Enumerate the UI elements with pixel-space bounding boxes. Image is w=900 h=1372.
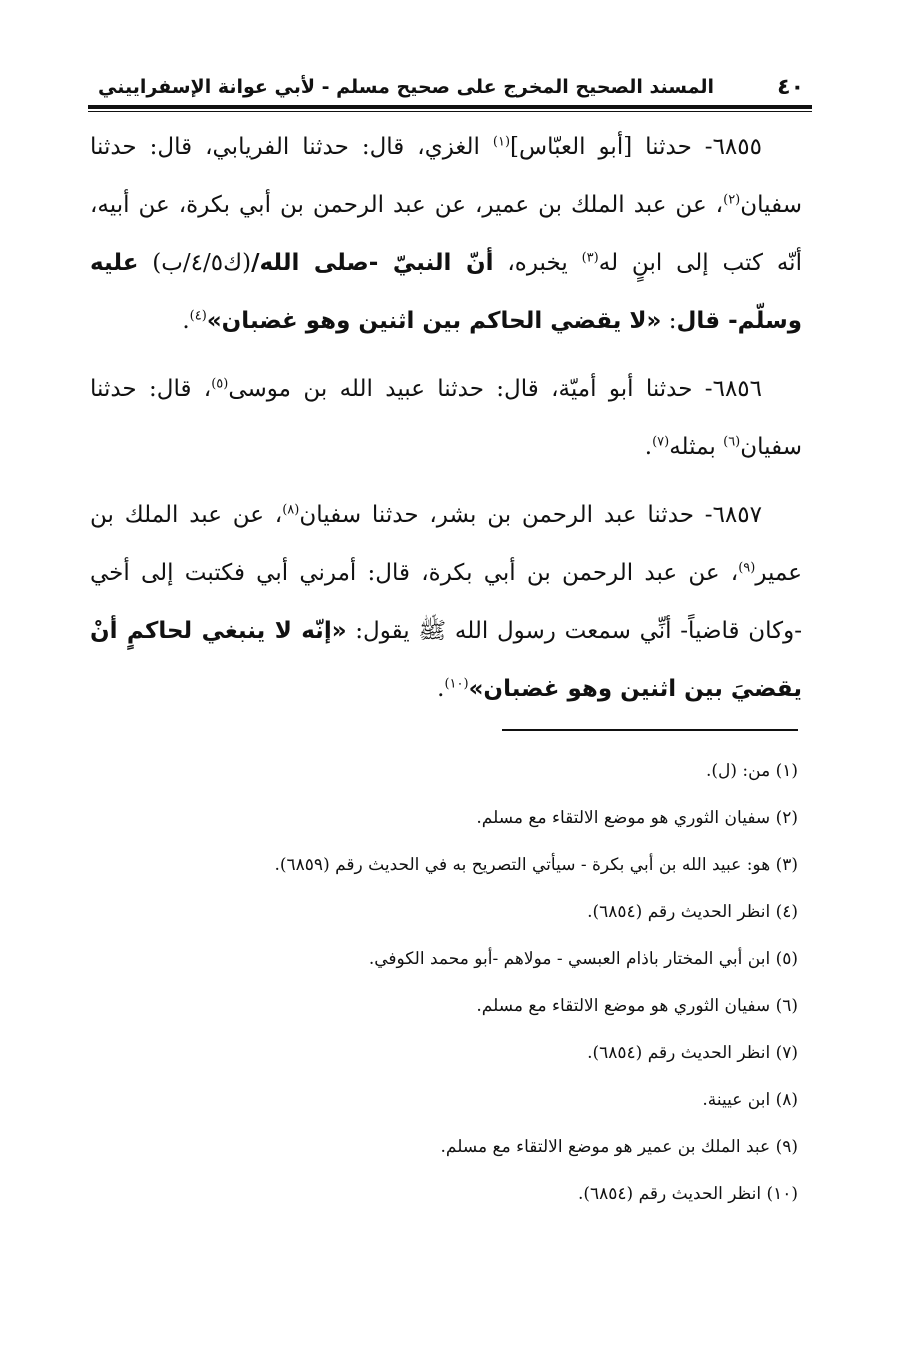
footnote-6: (٦) سفيان الثوري هو موضع الالتقاء مع مسلم. (476, 996, 798, 1016)
footnote-ref: (٥) (211, 376, 229, 392)
hadith-6856: ٦٨٥٦- حدثنا أبو أميّة، قال: حدثنا عبيد الله بن موسى$^{(٥)}$، قال: حدثنا سفيان$^{(٦)}$ بمثله$^{(٧)}$. (90, 376, 802, 460)
footnote-10: (١٠) انظر الحديث رقم (٦٨٥٤). (577, 1184, 798, 1204)
running-header (90, 72, 810, 102)
hadith-matn: «إنّه لا ينبغي لحاكمٍ أنْ يقضيَ بين اثنين وهو غضبان» (90, 618, 802, 702)
footnote-9: (٩) عبد الملك بن عمير هو موضع الالتقاء مع مسلم. (440, 1137, 798, 1157)
footnote-ref: (٣) (581, 250, 599, 266)
footnotes (90, 748, 798, 1218)
footnote-separator (502, 729, 798, 731)
book-title: المسند الصحيح المخرج على صحيح مسلم - لأبي عوانة الإسفراييني (98, 76, 714, 98)
footnote-5: (٥) ابن أبي المختار باذام العبسي - مولاهم -أبو محمد الكوفي. (368, 949, 798, 969)
footnote-7: (٧) انظر الحديث رقم (٦٨٥٤). (587, 1043, 798, 1063)
footnote-2: (٢) سفيان الثوري هو موضع الالتقاء مع مسلم. (476, 808, 798, 828)
manuscript-ref: (ك٤/٥/ب) (138, 250, 252, 276)
footnote-3: (٣) هو: عبيد الله بن أبي بكرة - سيأتي التصريح به في الحديث رقم (٦٨٥٩). (274, 855, 798, 875)
hadith-matn: «لا يقضي الحاكم بين اثنين وهو غضبان» (206, 308, 662, 334)
hadith-6855: ٦٨٥٥- حدثنا [أبو العبّاس]$^{(١)}$ الغزي، قال: حدثنا الفريابي، قال: حدثنا سفيان$^{(٢)}$، عن عبد الملك بن عمير، عن عبد الرحمن بن أبي بكرة، عن أبيه، أنّه كتب إلى ابنٍ له$^{(٣)}$ يخبره، أنّ النبيّ -صلى الله/(ك٤/٥/ب) عليه وسلّم- قال: «لا يقضي الحاكم بين اثنين وهو غضبان»$^{(٤)}$. (90, 134, 802, 334)
footnote-4: (٤) انظر الحديث رقم (٦٨٥٤). (587, 902, 798, 922)
header-rule (88, 105, 812, 109)
bold-phrase: أنّ النبيّ -صلى الله/ (251, 250, 494, 276)
header-rule-thin (88, 111, 812, 112)
hadith-6857: ٦٨٥٧- حدثنا عبد الرحمن بن بشر، حدثنا سفيان$^{(٨)}$، عن عبد الملك بن عمير$^{(٩)}$، عن عبد الرحمن بن أبي بكرة، قال: أمرني أبي فكتبت إلى أخي -وكان قاضياً- أنِّي سمعت رسول الله ﷺ يقول: «إنّه لا ينبغي لحاكمٍ أنْ يقضيَ بين اثنين وهو غضبان»$^{(١٠)}$. (90, 502, 802, 702)
bold-phrase: عليه وسلّم- قال (90, 250, 802, 334)
footnote-1: (١) من: (ل). (705, 761, 798, 781)
page-number: ٤٠ (777, 74, 804, 100)
footnote-8: (٨) ابن عيينة. (702, 1090, 798, 1110)
main-text (90, 118, 802, 728)
footnote-ref: (٧) (652, 434, 670, 450)
footnote-ref: (٢) (723, 192, 741, 208)
footnote-ref: (١٠) (444, 676, 469, 692)
footnote-ref: (٩) (738, 560, 756, 576)
footnote-ref: (٤) (189, 308, 207, 324)
footnote-ref: (٦) (723, 434, 741, 450)
footnote-ref: (٨) (282, 502, 300, 518)
footnote-ref: (١) (492, 134, 511, 150)
